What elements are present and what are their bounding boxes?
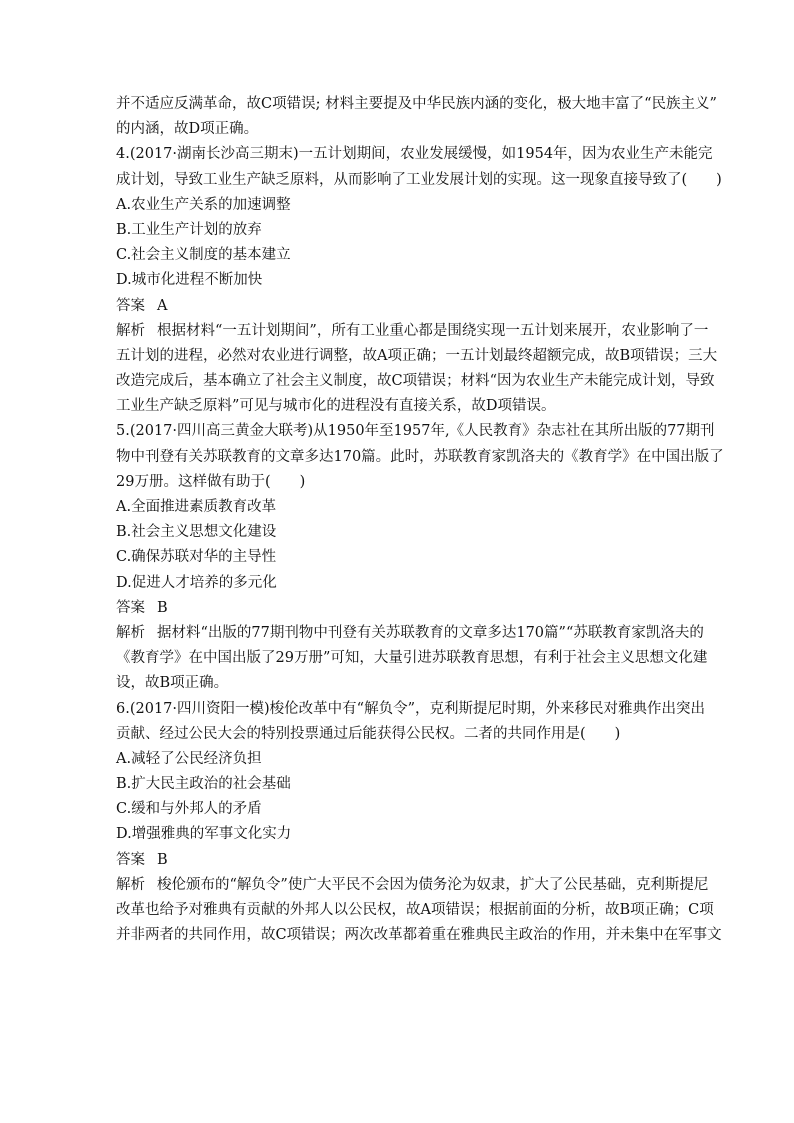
question-4 [116,142,722,419]
document-page [116,92,724,948]
analysis-label: 解析 [116,876,145,893]
analysis-text: 五计划的进程，必然对农业进行调整，故A项正确；一五计划最终超额完成，故B项错误；三大 [116,347,718,364]
question-stem: 物中刊登有关苏联教育的文章多达170篇。此时，苏联教育家凯洛夫的《教育学》在中国出版了 [116,448,724,465]
answer-value: B [157,599,168,616]
option-b: B.工业生产计划的放弃 [116,221,262,238]
question-stem: 贡献、经过公民大会的特别投票通过后能获得公民权。二者的共同作用是( ) [116,725,621,742]
question-stem: 6.(2017·四川资阳一模)梭伦改革中有“解负令”，克利斯提尼时期，外来移民对雅典作出突出 [116,700,705,717]
answer-value: B [157,851,168,868]
analysis-text: 根据材料“一五计划期间”，所有工业重心都是围绕实现一五计划来展开，农业影响了一 [157,322,709,339]
analysis-text: 并非两者的共同作用，故C项错误；两次改革都着重在雅典民主政治的作用，并未集中在军事文 [116,927,722,944]
analysis-text: 《教育学》在中国出版了29万册”可知，大量引进苏联教育思想，有利于社会主义思想文化建 [116,650,708,667]
text-line: 并不适应反满革命，故C项错误; 材料主要提及中华民族内涵的变化，极大地丰富了“民族主义” [116,96,717,112]
analysis-text: 设，故B项正确。 [116,675,229,692]
continuation-text [116,92,717,142]
analysis-line [116,873,709,898]
answer-label: 答案 [116,851,145,868]
analysis-line [116,621,706,646]
analysis-text: 梭伦颁布的“解负令”使广大平民不会因为债务沦为奴隶，扩大了公民基础，克利斯提尼 [157,876,709,893]
analysis-text: 据材料“出版的77期刊物中刊登有关苏联教育的文章多达170篇”“苏联教育家凯洛夫的 [157,624,704,641]
question-stem: 成计划，导致工业生产缺乏原料，从而影响了工业发展计划的实现。这一现象直接导致了( ) [116,171,722,188]
analysis-text: 改革也给予对雅典有贡献的外邦人以公民权，故A项错误；根据前面的分析，故B项正确；C项 [116,902,714,918]
option-d: D.促进人才培养的多元化 [116,574,277,591]
question-6 [116,697,722,949]
answer-line [116,848,706,873]
answer-value: A [157,297,168,314]
question-stem: 5.(2017·四川高三黄金大联考)从1950年至1957年,《人民教育》杂志社在其所出版的77期刊 [116,423,715,440]
question-5 [116,419,724,696]
option-a: A.减轻了公民经济负担 [116,750,262,767]
question-stem: 29万册。这样做有助于( ) [116,473,306,490]
analysis-label: 解析 [116,624,145,641]
answer-label: 答案 [116,599,145,616]
option-b: B.社会主义思想文化建设 [116,524,277,541]
analysis-label: 解析 [116,322,145,339]
option-a: A.农业生产关系的加速调整 [116,196,291,213]
option-d: D.城市化进程不断加快 [116,272,263,289]
answer-line [116,294,706,319]
answer-line [116,596,706,621]
text-line: 的内涵，故D项正确。 [116,121,259,138]
option-d: D.增强雅典的军事文化实力 [116,826,292,843]
option-c: C.确保苏联对华的主导性 [116,549,277,566]
analysis-line [116,319,709,344]
option-c: C.缓和与外邦人的矛盾 [116,801,262,818]
option-b: B.扩大民主政治的社会基础 [116,776,291,793]
answer-label: 答案 [116,297,145,314]
question-stem: 4.(2017·湖南长沙高三期末)一五计划期间，农业发展缓慢，如1954年，因为农业生产未能完 [116,146,713,163]
option-a: A.全面推进素质教育改革 [116,499,277,515]
analysis-text: 改造完成后，基本确立了社会主义制度，故C项错误；材料“因为农业生产未能完成计划，导致 [116,373,715,390]
option-c: C.社会主义制度的基本建立 [116,247,291,264]
analysis-text: 工业生产缺乏原料”可见与城市化的进程没有直接关系，故D项错误。 [116,398,556,415]
